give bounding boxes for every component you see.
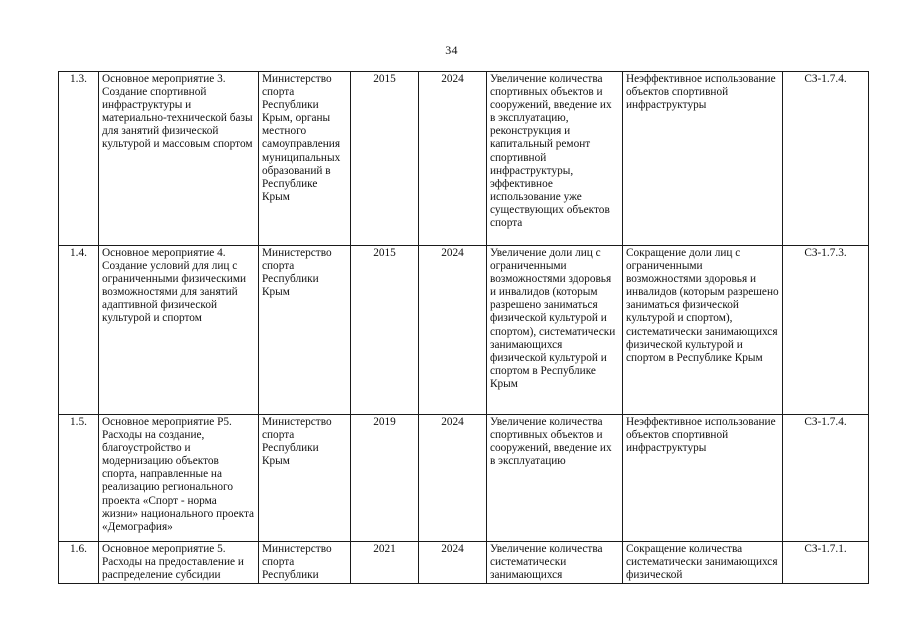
table-row [59,415,869,542]
responsible-executor: Министерство спорта Республики Крым, органы местного самоуправления муниципальных образований в Республике Крым [259,72,351,246]
row-number: 1.3. [59,72,99,246]
responsible-executor: Министерство спорта Республики Крым [259,246,351,415]
expected-result: Увеличение доли лиц с ограниченными возможностями здоровья и инвалидов (которым разрешено заниматься физической культурой и спортом), систематически занимающихся физической культурой и спортом в Республике Крым [487,246,623,415]
start-year: 2015 [351,246,419,415]
indicator-code: СЗ-1.7.1. [783,542,869,584]
non-implementation-consequence: Сокращение доли лиц с ограниченными возможностями здоровья и инвалидов (которым разрешено заниматься физической культурой и спортом), систематически занимающихся физической культурой и спортом в Республике Крым [623,246,783,415]
expected-result: Увеличение количества спортивных объектов и сооружений, введение их в эксплуатацию, реконструкция и капитальный ремонт спортивной инфраструктуры, эффективное использование уже существующих объектов спорта [487,72,623,246]
end-year: 2024 [419,72,487,246]
indicator-code: СЗ-1.7.3. [783,246,869,415]
activity-name: Основное мероприятие 3. Создание спортивной инфраструктуры и материально-технической базы для занятий физической культурой и массовым спортом [99,72,259,246]
activity-name: Основное мероприятие 5. Расходы на предоставление и распределение субсидии [99,542,259,584]
table-row [59,246,869,415]
expected-result: Увеличение количества спортивных объектов и сооружений, введение их в эксплуатацию [487,415,623,542]
responsible-executor: Министерство спорта Республики Крым [259,415,351,542]
indicator-code: СЗ-1.7.4. [783,415,869,542]
start-year: 2021 [351,542,419,584]
responsible-executor: Министерство спорта Республики [259,542,351,584]
activity-name: Основное мероприятие Р5. Расходы на создание, благоустройство и модернизацию объектов спорта, направленные на реализацию регионального проекта «Спорт - норма жизни» национального проекта «Демография» [99,415,259,542]
end-year: 2024 [419,246,487,415]
end-year: 2024 [419,542,487,584]
row-number: 1.6. [59,542,99,584]
indicator-code: СЗ-1.7.4. [783,72,869,246]
row-number: 1.5. [59,415,99,542]
page-number: 34 [445,43,458,57]
non-implementation-consequence: Неэффективное использование объектов спортивной инфраструктуры [623,415,783,542]
row-number: 1.4. [59,246,99,415]
start-year: 2015 [351,72,419,246]
end-year: 2024 [419,415,487,542]
table-row [59,542,869,584]
activity-name: Основное мероприятие 4. Создание условий для лиц с ограниченными физическими возможностями для занятий адаптивной физической культурой и спортом [99,246,259,415]
table-row [59,72,869,246]
non-implementation-consequence: Неэффективное использование объектов спортивной инфраструктуры [623,72,783,246]
non-implementation-consequence: Сокращение количества систематически занимающихся физической [623,542,783,584]
start-year: 2019 [351,415,419,542]
program-activities-table [58,71,869,584]
expected-result: Увеличение количества систематически занимающихся [487,542,623,584]
